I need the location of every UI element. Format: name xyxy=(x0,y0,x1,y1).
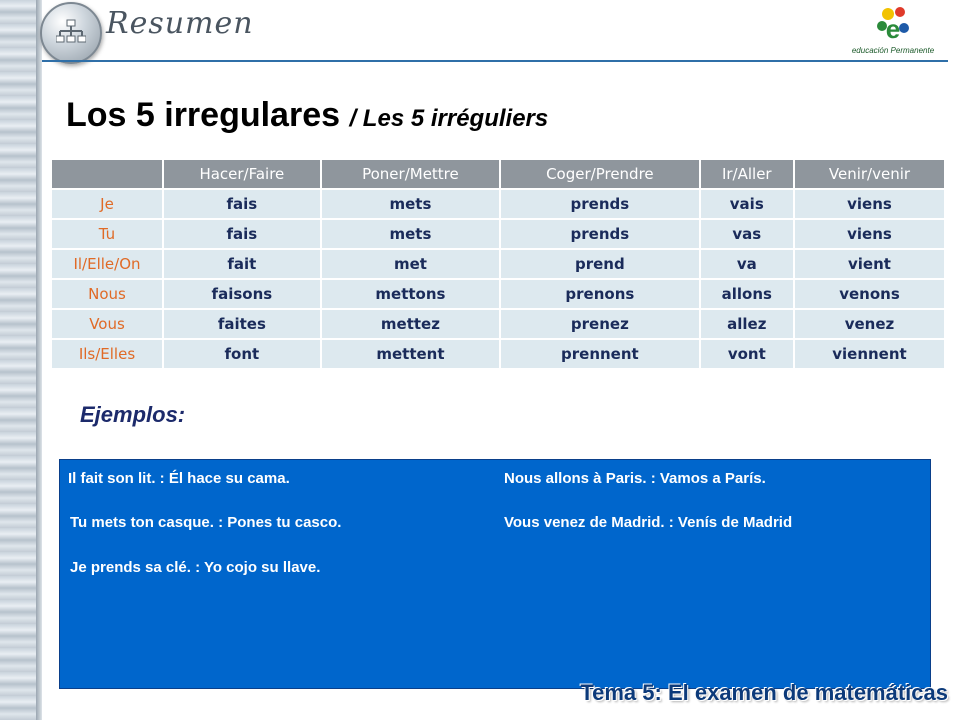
table-cell: fais xyxy=(164,190,320,218)
conjugation-table xyxy=(50,158,946,370)
table-cell: fait xyxy=(164,250,320,278)
left-band-shadow xyxy=(36,0,42,720)
section-title: Resumen xyxy=(106,6,254,41)
table-row xyxy=(52,220,944,248)
header-divider xyxy=(42,60,948,62)
pronoun-cell: Vous xyxy=(52,310,162,338)
example-sentence: Je prends sa clé. : Yo cojo su llave. xyxy=(70,559,321,576)
left-decorative-band xyxy=(0,0,38,720)
example-sentence: Tu mets ton casque. : Pones tu casco. xyxy=(70,514,342,531)
table-row xyxy=(52,280,944,308)
table-row xyxy=(52,250,944,278)
table-cell: venons xyxy=(795,280,944,308)
footer-title: Tema 5: El examen de matemáticas xyxy=(580,680,948,705)
pronoun-cell: Tu xyxy=(52,220,162,248)
examples-box xyxy=(59,459,931,689)
table-cell: allez xyxy=(701,310,793,338)
table-cell: fais xyxy=(164,220,320,248)
table-cell: mettez xyxy=(322,310,499,338)
column-header: Poner/Mettre xyxy=(322,160,499,188)
table-row xyxy=(52,190,944,218)
table-cell: viens xyxy=(795,190,944,218)
pronoun-cell: Je xyxy=(52,190,162,218)
pronoun-cell: Ils/Elles xyxy=(52,340,162,368)
example-sentence: Vous venez de Madrid. : Venís de Madrid xyxy=(504,514,793,531)
table-cell: va xyxy=(701,250,793,278)
table-cell: allons xyxy=(701,280,793,308)
table-cell: vas xyxy=(701,220,793,248)
column-header: Venir/venir xyxy=(795,160,944,188)
table-cell: prennent xyxy=(501,340,698,368)
table-cell: prenons xyxy=(501,280,698,308)
table-cell: prends xyxy=(501,220,698,248)
table-cell: venez xyxy=(795,310,944,338)
table-header-row xyxy=(52,160,944,188)
table-row xyxy=(52,310,944,338)
pronoun-cell: Nous xyxy=(52,280,162,308)
column-header: Hacer/Faire xyxy=(164,160,320,188)
table-cell: met xyxy=(322,250,499,278)
sitemap-icon xyxy=(40,2,102,64)
brand-text: educación Permanente xyxy=(851,46,935,55)
table-cell: faisons xyxy=(164,280,320,308)
table-cell: font xyxy=(164,340,320,368)
table-cell: mets xyxy=(322,220,499,248)
table-cell: prenez xyxy=(501,310,698,338)
example-sentence: Il fait son lit. : Él hace su cama. xyxy=(68,470,290,487)
table-cell: viennent xyxy=(795,340,944,368)
table-cell: mettent xyxy=(322,340,499,368)
svg-text:e: e xyxy=(885,14,901,44)
table-cell: mettons xyxy=(322,280,499,308)
table-cell: vont xyxy=(701,340,793,368)
table-cell: vient xyxy=(795,250,944,278)
table-cell: vais xyxy=(701,190,793,218)
table-cell: prend xyxy=(501,250,698,278)
examples-heading: Ejemplos: xyxy=(80,402,186,427)
title-es: Los 5 irregulares xyxy=(66,96,341,134)
educacion-permanente-logo xyxy=(838,2,948,64)
table-cell: mets xyxy=(322,190,499,218)
table-cell: prends xyxy=(501,190,698,218)
table-row xyxy=(52,340,944,368)
column-header: Ir/Aller xyxy=(701,160,793,188)
page-title xyxy=(66,96,548,135)
column-header: Coger/Prendre xyxy=(501,160,698,188)
title-fr: / Les 5 irréguliers xyxy=(349,105,549,132)
pronoun-cell: Il/Elle/On xyxy=(52,250,162,278)
example-sentence: Nous allons à Paris. : Vamos a París. xyxy=(504,470,766,487)
table-cell: faites xyxy=(164,310,320,338)
column-header xyxy=(52,160,162,188)
table-cell: viens xyxy=(795,220,944,248)
